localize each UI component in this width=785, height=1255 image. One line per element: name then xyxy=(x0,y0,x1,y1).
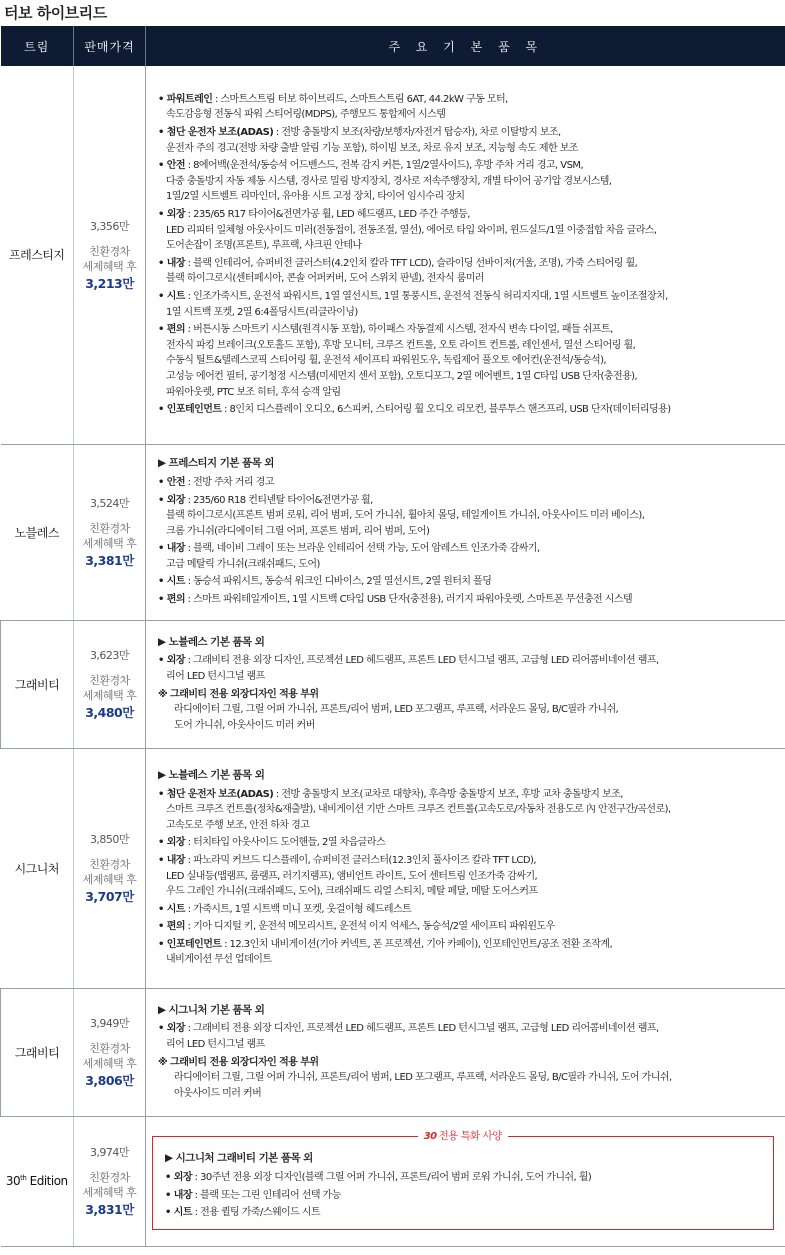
feature-item xyxy=(158,937,780,968)
price-cell xyxy=(74,620,146,748)
feature-continuation: 리어 LED 턴시그널 램프 xyxy=(166,670,265,682)
price-after-benefit: 3,381만 xyxy=(85,553,134,568)
feature-continuation: 전자식 파킹 브레이크(오토홀드 포함), 후방 모니터, 크루즈 컨트롤, 오토 라이트 컨트롤, 레인센서, 열선 스티어링 휠, xyxy=(166,339,636,351)
bullet: • xyxy=(158,543,167,555)
trim-name: 그래비티 xyxy=(14,677,60,692)
eco-label: 친환경차 xyxy=(89,244,130,258)
eco-label: 친환경차 xyxy=(89,858,130,871)
price-cell xyxy=(74,748,146,988)
table-header-row xyxy=(1,26,785,66)
list-price: 3,524만 xyxy=(89,497,130,510)
feature-continuation: 우드 그레인 가니쉬(크래쉬패드, 도어), 크래쉬패드 리얼 스티치, 메탈 페달, 메탈 도어스커프 xyxy=(166,886,538,898)
feature-line xyxy=(158,653,780,669)
feature-continuation: 고급 메탈릭 가니쉬(크래쉬패드, 도어) xyxy=(166,558,320,570)
header-features: 주 요 기 본 품 목 xyxy=(146,26,785,66)
feature-line xyxy=(158,475,780,491)
feature-label: 시트 xyxy=(166,903,186,915)
base-features-header: ▶ 시그니처 그래비티 기본 품목 외 xyxy=(165,1152,313,1165)
feature-label: 외장 xyxy=(166,655,186,667)
bullet: • xyxy=(158,921,167,933)
trim-name: 30 xyxy=(5,1174,21,1188)
feature-label: 시트 xyxy=(166,290,186,302)
feature-line xyxy=(158,902,780,918)
feature-line xyxy=(165,1188,763,1204)
header-trim: 트림 xyxy=(1,26,74,66)
price-after-benefit: 3,213만 xyxy=(85,275,134,291)
feature-item xyxy=(158,919,780,935)
feature-label: 외장 xyxy=(166,1023,186,1035)
feature-line xyxy=(158,125,780,141)
feature-line xyxy=(158,541,780,557)
table-row xyxy=(1,620,785,748)
tax-benefit-label: 세제혜택 후 xyxy=(82,537,137,550)
feature-label: 외장 xyxy=(166,494,186,506)
feature-line xyxy=(158,919,780,935)
feature-item xyxy=(158,402,780,418)
trim-name: 노블레스 xyxy=(14,525,59,540)
feature-text: : 스마트스트림 터보 하이브리드, 스마트스트림 6AT, 44.2kW 구동 모터, xyxy=(212,93,508,105)
feature-label: 외장 xyxy=(173,1171,193,1183)
price-cell xyxy=(74,988,146,1116)
feature-continuation: 다중 충돌방지 자동 제동 시스템, 경사로 밀림 방지장치, 경사로 저속주행장치, 개별 타이어 공기압 경보시스템, xyxy=(166,175,612,187)
bullet: • xyxy=(158,788,167,800)
tax-benefit-label: 세제혜택 후 xyxy=(82,1057,137,1070)
page-title: 터보 하이브리드 xyxy=(4,4,107,22)
trim-name: 프레스티지 xyxy=(9,248,65,263)
table-row xyxy=(1,66,785,444)
table-row xyxy=(1,988,785,1116)
feature-text: : 터치타입 아웃사이드 도어핸들, 2열 차음글라스 xyxy=(185,837,386,849)
feature-label: 편의 xyxy=(166,921,186,933)
feature-continuation: 고성능 에어컨 필터, 공기청정 시스템(미세먼지 센서 포함), 오토디포그, 2열 에어벤트, 1열 C타입 USB 단자(충전용), xyxy=(166,370,638,382)
bullet: • xyxy=(158,576,167,588)
features-cell xyxy=(146,748,785,988)
trim-price-table xyxy=(0,26,785,1247)
price-cell xyxy=(74,66,146,444)
feature-item xyxy=(158,256,780,287)
design-note-line: 도어 가니쉬, 아웃사이드 미러 커버 xyxy=(174,719,315,731)
bullet: • xyxy=(165,1171,174,1183)
trim-name-sup: th xyxy=(20,1174,27,1182)
trim-name: 시그니처 xyxy=(14,861,59,876)
feature-line xyxy=(165,1170,763,1186)
eco-label: 친환경차 xyxy=(89,1042,130,1055)
base-features-header: ▶ 노블레스 기본 품목 외 xyxy=(158,768,265,781)
bullet: • xyxy=(158,208,167,220)
table-row xyxy=(1,748,785,988)
trim-name-cell xyxy=(1,66,74,444)
features-cell xyxy=(146,66,785,444)
bullet: • xyxy=(158,494,167,506)
feature-label: 외장 xyxy=(166,837,186,849)
feature-text: : 전용 퀼팅 가죽/스웨이드 시트 xyxy=(192,1207,321,1219)
design-note-line: 라디에이터 그릴, 그릴 어퍼 가니쉬, 프론트/리어 범퍼, LED 포그램프, 루프랙, 서라운드 몰딩, B/C필라 가니쉬, xyxy=(174,704,619,716)
features-cell xyxy=(146,620,785,748)
feature-item xyxy=(165,1170,763,1186)
feature-line xyxy=(158,92,780,108)
feature-text: : 동승석 파워시트, 동승석 워크인 디바이스, 2열 열선시트, 2열 원터치 폴딩 xyxy=(185,576,492,588)
feature-continuation: 운전자 주의 경고(전방 차량 출발 알림 기능 포함), 하이빔 보조, 차로 유지 보조, 지능형 속도 제한 보조 xyxy=(166,142,578,154)
feature-continuation: 고속도로 주행 보조, 안전 하차 경고 xyxy=(166,819,310,831)
feature-item xyxy=(158,653,780,684)
design-note: ※ 그래비티 전용 외장디자인 적용 부위 xyxy=(158,1056,319,1068)
feature-continuation: 블랙 하이그로시(센터페시아, 콘솔 어퍼커버, 도어 스위치 판넬), 전자식 룸미러 xyxy=(166,273,485,285)
trim-name-rest: Edition xyxy=(26,1174,68,1188)
price-cell xyxy=(74,1116,146,1246)
feature-label: 편의 xyxy=(166,594,186,606)
feature-item xyxy=(158,493,780,540)
feature-text: : 기아 디지털 키, 운전석 메모리시트, 운전석 이지 억세스, 동승석/2열 세이프티 파워윈도우 xyxy=(185,921,555,933)
table-row xyxy=(1,1116,785,1246)
list-price: 3,356만 xyxy=(89,219,130,233)
feature-item xyxy=(158,125,780,156)
feature-text: : 235/65 R17 타이어&전면가공 휠, LED 헤드램프, LED 주간 주행등, xyxy=(185,208,470,220)
tax-benefit-label: 세제혜택 후 xyxy=(82,259,137,273)
feature-item xyxy=(158,158,780,205)
feature-continuation: 1열 시트백 포켓, 2열 6:4폴딩시트(리클라이닝) xyxy=(166,306,358,318)
feature-line xyxy=(158,592,780,608)
tax-benefit-label: 세제혜택 후 xyxy=(82,689,137,702)
feature-continuation: 리어 LED 턴시그널 램프 xyxy=(166,1038,265,1050)
eco-label: 친환경차 xyxy=(89,522,130,535)
feature-line xyxy=(158,574,780,590)
feature-text: : 그래비티 전용 외장 디자인, 프로젝션 LED 헤드램프, 프론트 LED 턴시그널 램프, 고급형 LED 리어콤비네이션 램프, xyxy=(185,655,659,667)
edition-tag-label: 전용 특화 사양 xyxy=(438,1130,502,1143)
design-note-line: 아웃사이드 미러 커버 xyxy=(174,1087,262,1099)
feature-label: 편의 xyxy=(166,324,186,336)
feature-label: 내장 xyxy=(166,257,186,269)
features-cell xyxy=(146,444,785,620)
feature-item xyxy=(158,902,780,918)
list-price: 3,974만 xyxy=(89,1146,130,1159)
list-price: 3,850만 xyxy=(89,833,130,846)
feature-text: : 전방 주차 거리 경고 xyxy=(185,476,274,488)
base-features-header: ▶ 프레스티지 기본 품목 외 xyxy=(158,457,274,470)
feature-label: 안전 xyxy=(166,160,186,172)
eco-label: 친환경차 xyxy=(89,674,130,687)
feature-label: 시트 xyxy=(173,1207,193,1219)
bullet: • xyxy=(158,324,167,336)
feature-label: 인포테인먼트 xyxy=(166,404,222,416)
bullet: • xyxy=(158,854,167,866)
list-price: 3,949만 xyxy=(89,1017,130,1030)
feature-text: : 전방 충돌방지 보조(교차로 대향차), 후측방 충돌방지 보조, 후방 교차 충돌방지 보조, xyxy=(273,788,623,800)
trim-name: 그래비티 xyxy=(14,1045,60,1060)
base-features-header: ▶ 노블레스 기본 품목 외 xyxy=(158,635,265,648)
feature-text: : 스마트 파워테일게이트, 1열 시트백 C타입 USB 단자(충전용), 러기지 파워아웃렛, 스마트폰 무선충전 시스템 xyxy=(185,594,633,606)
feature-label: 내장 xyxy=(166,543,186,555)
feature-continuation: 도어손잡이 조명(프론트), 루프랙, 샤크핀 안테나 xyxy=(166,240,362,252)
feature-item xyxy=(158,289,780,320)
feature-line xyxy=(158,787,780,803)
bullet: • xyxy=(158,655,167,667)
feature-label: 인포테인먼트 xyxy=(166,938,222,950)
feature-text: : 8에어백(운전석/동승석 어드밴스드, 전복 감지 커튼, 1열/2열사이드), 후방 주차 거리 경고, VSM, xyxy=(185,160,584,172)
feature-label: 외장 xyxy=(166,208,186,220)
feature-item xyxy=(158,475,780,491)
design-note: ※ 그래비티 전용 외장디자인 적용 부위 xyxy=(158,688,319,700)
feature-line xyxy=(158,853,780,869)
feature-label: 시트 xyxy=(166,576,186,588)
feature-continuation: 파워아웃렛, PTC 보조 히터, 후석 승객 알림 xyxy=(166,386,341,398)
feature-continuation: 크롬 가니쉬(라디에이터 그릴 어퍼, 프론트 범퍼, 리어 범퍼, 도어) xyxy=(166,525,430,537)
bullet: • xyxy=(165,1207,174,1219)
feature-continuation: LED 리피터 일체형 아웃사이드 미러(전동접이, 전동조절, 열선), 에어로 타입 와이퍼, 윈드실드/1열 이중접합 차음 글라스, xyxy=(166,224,657,236)
trim-name-cell xyxy=(1,748,74,988)
trim-name-cell xyxy=(1,444,74,620)
bullet: • xyxy=(158,1023,167,1035)
feature-text: : 30주년 전용 외장 디자인(블랙 그릴 어퍼 가니쉬, 프론트/리어 범퍼 로워 가니쉬, 도어 가니쉬, 휠) xyxy=(192,1171,592,1183)
edition-special-box xyxy=(152,1130,774,1229)
feature-item xyxy=(158,541,780,572)
price-cell xyxy=(74,444,146,620)
feature-text: : 전방 충돌방지 보조(차량/보행자/자전거 탑승자), 차로 이탈방지 보조, xyxy=(273,127,561,138)
feature-item xyxy=(158,787,780,834)
feature-text: : 그래비티 전용 외장 디자인, 프로젝션 LED 헤드램프, 프론트 LED 턴시그널 램프, 고급형 LED 리어콤비네이션 램프, xyxy=(185,1023,659,1035)
feature-continuation: 수동식 틸트&텔레스코픽 스티어링 휠, 운전석 세이프티 파워윈도우, 독립제어 풀오토 에어컨(운전석/동승석), xyxy=(166,355,607,367)
price-after-benefit: 3,480만 xyxy=(85,705,134,720)
bullet: • xyxy=(158,404,167,416)
base-features-header: ▶ 시그니처 기본 품목 외 xyxy=(158,1003,265,1016)
tax-benefit-label: 세제혜택 후 xyxy=(82,1186,137,1199)
feature-text: : 12.3인치 내비게이션(기아 커넥트, 폰 프로젝션, 기아 카페이), 인포테인먼트/공조 전환 조작계, xyxy=(221,938,613,950)
feature-line xyxy=(158,493,780,509)
feature-label: 파워트레인 xyxy=(166,93,213,105)
feature-line xyxy=(158,158,780,174)
feature-text: : 235/60 R18 컨티넨탈 타이어&전면가공 휠, xyxy=(185,494,373,506)
feature-item xyxy=(165,1205,763,1221)
feature-item xyxy=(158,92,780,123)
feature-text: : 블랙 인테리어, 슈퍼비전 클러스터(4.2인치 칼라 TFT LCD), 슬라이딩 선바이저(거울, 조명), 가죽 스티어링 휠, xyxy=(185,257,638,269)
bullet: • xyxy=(158,837,167,849)
feature-label: 첨단 운전자 보조(ADAS) xyxy=(166,127,274,138)
price-after-benefit: 3,707만 xyxy=(85,889,134,904)
feature-item xyxy=(158,853,780,900)
feature-text: : 인조가죽시트, 운전석 파워시트, 1열 열선시트, 1열 통풍시트, 운전석 전동식 허리지지대, 1열 시트벨트 높이조절장치, xyxy=(185,290,668,302)
eco-label: 친환경차 xyxy=(89,1171,130,1184)
edition-tag xyxy=(418,1129,508,1145)
feature-line xyxy=(158,937,780,953)
header-price: 판매가격 xyxy=(74,26,146,66)
feature-label: 안전 xyxy=(166,476,186,488)
bullet: • xyxy=(165,1189,174,1201)
bullet: • xyxy=(158,127,167,138)
feature-continuation: 내비게이션 무선 업데이트 xyxy=(166,954,272,966)
features-cell xyxy=(146,1116,785,1246)
feature-label: 내장 xyxy=(166,854,186,866)
feature-continuation: 속도감응형 전동식 파워 스티어링(MDPS), 주행모드 통합제어 시스템 xyxy=(166,109,446,121)
feature-item xyxy=(158,207,780,254)
bullet: • xyxy=(158,160,167,172)
bullet: • xyxy=(158,93,167,105)
feature-text: : 블랙, 네이비 그레이 또는 브라운 인테리어 선택 가능, 도어 암레스트 인조가죽 감싸기, xyxy=(185,543,540,555)
feature-text: : 8인치 디스플레이 오디오, 6스피커, 스티어링 휠 오디오 리모컨, 블루투스 핸즈프리, USB 단자(데이터리딩용) xyxy=(221,404,671,416)
price-after-benefit: 3,831만 xyxy=(85,1202,134,1217)
feature-line xyxy=(158,402,780,418)
bullet: • xyxy=(158,938,167,950)
feature-line xyxy=(158,322,780,338)
bullet: • xyxy=(158,290,167,302)
feature-line xyxy=(158,289,780,305)
feature-label: 내장 xyxy=(173,1189,193,1201)
feature-item xyxy=(158,322,780,400)
trim-name-cell xyxy=(1,988,74,1116)
feature-continuation: LED 실내등(맵램프, 룸램프, 러기지램프), 앰비언트 라이트, 도어 센터트림 인조가죽 감싸기, xyxy=(166,870,538,882)
feature-item xyxy=(158,574,780,590)
feature-text: : 가죽시트, 1열 시트백 미니 포켓, 웃걸이형 헤드레스트 xyxy=(185,903,412,915)
list-price: 3,623만 xyxy=(89,649,130,662)
feature-continuation: 블랙 하이그로시(프론트 범퍼 로워, 리어 범퍼, 도어 가니쉬, 휠아치 몰딩, 테일게이트 가니쉬, 아웃사이드 미러 베이스), xyxy=(166,510,645,522)
feature-line xyxy=(165,1205,763,1221)
feature-text: : 파노라믹 커브드 디스플레이, 슈퍼비전 클러스터(12.3인치 풀사이즈 칼라 TFT LCD), xyxy=(185,854,536,866)
bullet: • xyxy=(158,903,167,915)
bullet: • xyxy=(158,476,167,488)
tax-benefit-label: 세제혜택 후 xyxy=(82,873,137,886)
table-row xyxy=(1,444,785,620)
feature-text: : 블랙 또는 그린 인테리어 선택 가능 xyxy=(192,1189,341,1201)
design-note-line: 라디에이터 그릴, 그릴 어퍼 가니쉬, 프론트/리어 범퍼, LED 포그램프, 루프랙, 서라운드 몰딩, B/C필라 가니쉬, 도어 가니쉬, xyxy=(174,1072,672,1084)
feature-item xyxy=(158,1021,780,1052)
edition-30-logo: 30 xyxy=(423,1131,437,1143)
feature-line xyxy=(158,256,780,272)
features-cell xyxy=(146,988,785,1116)
feature-line xyxy=(158,207,780,223)
price-after-benefit: 3,806만 xyxy=(85,1073,134,1088)
feature-item xyxy=(158,592,780,608)
feature-text: : 버튼시동 스마트키 시스템(원격시동 포함), 하이패스 자동결제 시스템, 전자식 변속 다이얼, 패들 쉬프트, xyxy=(185,324,613,336)
trim-name-cell xyxy=(1,1116,74,1246)
feature-continuation: 스마트 크루즈 컨트롤(정차&재출발), 내비게이션 기반 스마트 크루즈 컨트롤(고속도로/자동차 전용도로 內 안전구간/곡선로), xyxy=(166,804,671,816)
feature-line xyxy=(158,1021,780,1037)
feature-line xyxy=(158,835,780,851)
bullet: • xyxy=(158,257,167,269)
feature-item xyxy=(158,835,780,851)
bullet: • xyxy=(158,594,167,606)
feature-label: 첨단 운전자 보조(ADAS) xyxy=(166,788,274,800)
trim-name-cell xyxy=(1,620,74,748)
feature-item xyxy=(165,1188,763,1204)
feature-continuation: 1열/2열 시트벨트 리마인더, 유아용 시트 고정 장치, 타이어 임시수리 장치 xyxy=(166,191,465,203)
